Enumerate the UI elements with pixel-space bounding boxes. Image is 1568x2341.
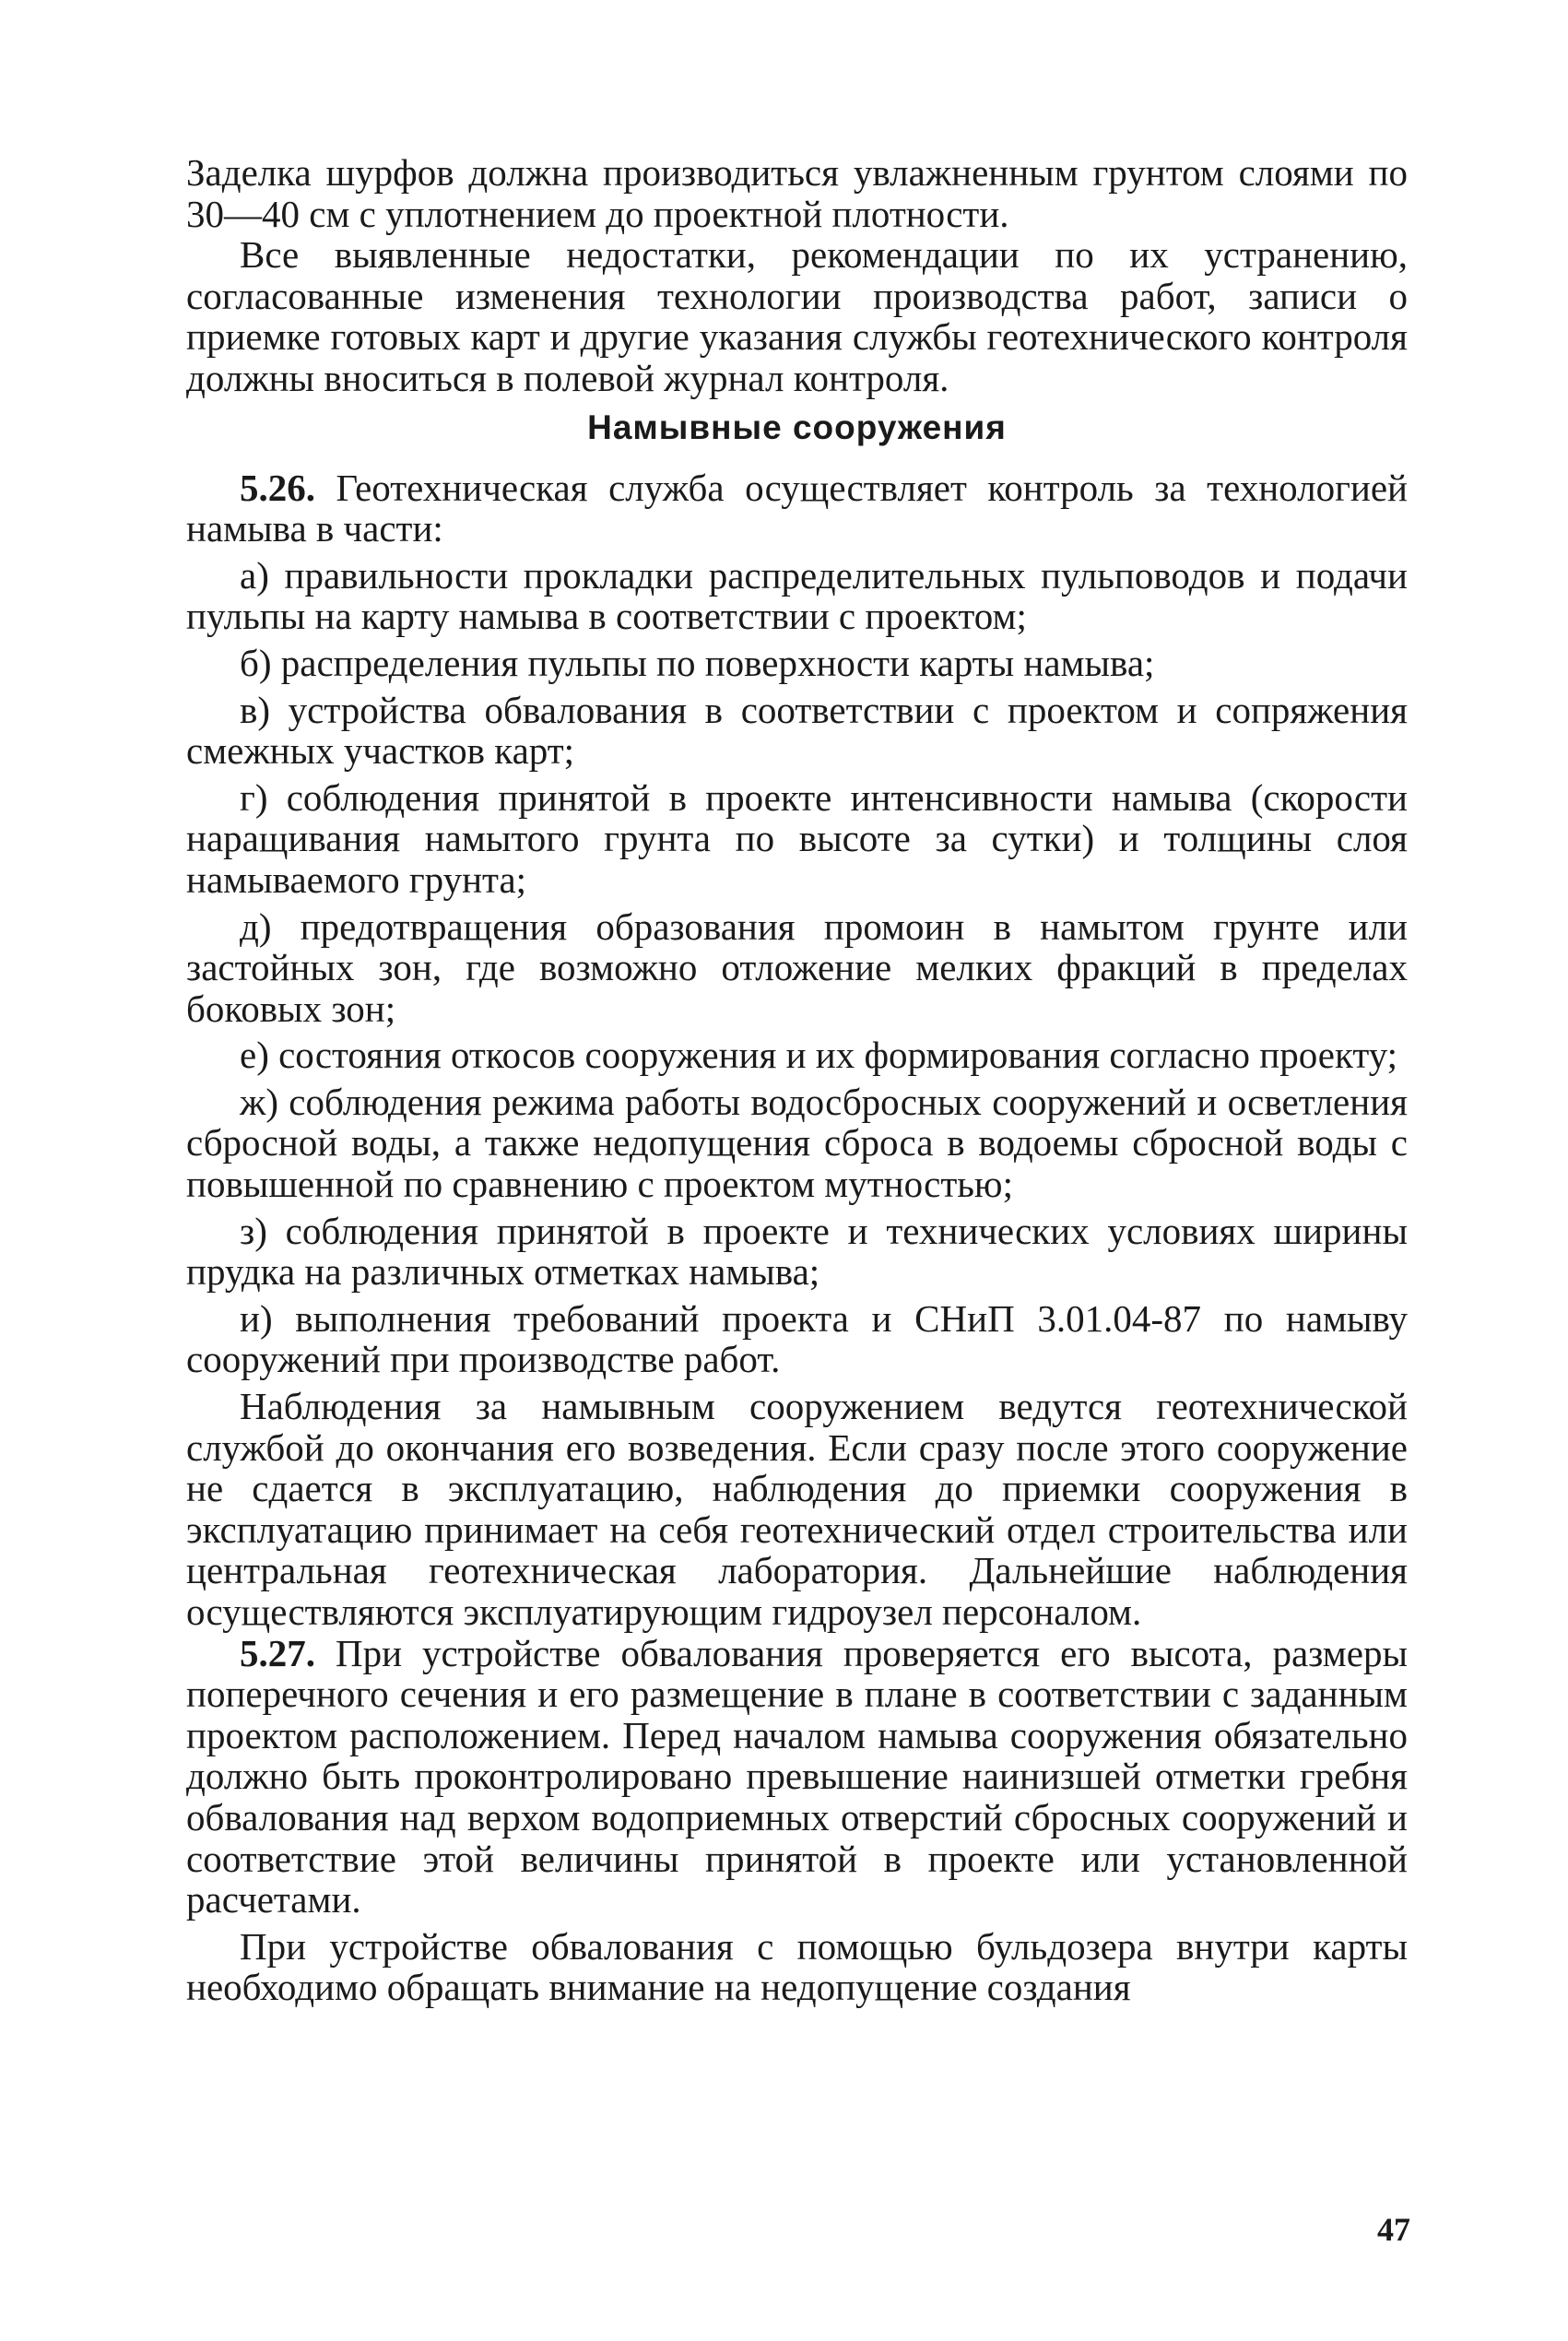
- list-item-z: з) соблюдения принятой в проекте и технических условиях ширины прудка на различных отметках намыва;: [186, 1209, 1408, 1294]
- list-item-e: е) состояния откосов сооружения и их формирования согласно проекту;: [240, 1034, 1398, 1077]
- clause-text-5-27: При устройстве обвалования проверяется его высота, размеры поперечного сечения и его размещение в плане в соответствии с заданным проектом расположением. Перед началом намыва сооружения обязательно должно быть проконтролировано превышение наинизшей отметки гребня обвалования над верхом водоприемных отверстий сбросных сооружений и соответствие этой величины принятой в проекте или установленной расчетами.: [186, 1631, 1408, 1921]
- clause-5-27: [186, 1633, 1408, 1921]
- list-item-a: а) правильности прокладки распределительных пульповодов и подачи пульпы на карту намыва в соответствии с проектом;: [186, 553, 1408, 638]
- paragraph-observations: Наблюдения за намывным сооружением ведутся геотехнической службой до окончания его возведения. Если сразу после этого сооружение не сдается в эксплуатацию, наблюдения до приемки сооружения в эксплуатацию принимает на себя геотехнический отдел строительства или центральная геотехническая лаборатория. Дальнейшие наблюдения осуществляются эксплуатирующим гидроузел персоналом.: [186, 1385, 1408, 1633]
- list-item-i: и) выполнения требований проекта и СНиП 3.01.04-87 по намыву сооружений при производстве работ.: [186, 1296, 1408, 1381]
- list-item-zh: ж) соблюдения режима работы водосбросных сооружений и осветления сбросной воды, а также недопущения сброса в водоемы сбросной воды с повышенной по сравнению с проектом мутностью;: [186, 1080, 1408, 1206]
- page-number: 47: [1377, 2211, 1410, 2248]
- section-heading: Намывные сооружения: [587, 408, 1007, 446]
- list-item-d: д) предотвращения образования промоин в намытом грунте или застойных зон, где возможно отложение мелких фракций в пределах боковых зон;: [186, 904, 1408, 1030]
- list-item-g: г) соблюдения принятой в проекте интенсивности намыва (скорости наращивания намытого грунта по высоте за сутки) и толщины слоя намываемого грунта;: [186, 775, 1408, 901]
- paragraph-deficiencies: Все выявленные недостатки, рекомендации по их устранению, согласованные изменения технологии производства работ, записи о приемке готовых карт и другие указания службы геотехнического контроля должны вноситься в полевой журнал контроля.: [186, 233, 1408, 399]
- list-item-v: в) устройства обвалования в соответствии с проектом и сопряжения смежных участков карт;: [186, 688, 1408, 773]
- clause-number-5-26: 5.26.: [240, 466, 315, 509]
- clause-5-26: [186, 467, 1408, 550]
- page-body: [186, 152, 1408, 2008]
- paragraph-bulldozer: При устройстве обвалования с помощью бульдозера внутри карты необходимо обращать внимание на недопущение создания: [186, 1924, 1408, 2009]
- list-item-b: б) распределения пульпы по поверхности карты намыва;: [240, 641, 1155, 684]
- clause-text-5-26: Геотехническая служба осуществляет контроль за технологией намыва в части:: [186, 466, 1408, 550]
- clause-number-5-27: 5.27.: [240, 1631, 315, 1674]
- paragraph-backfill: Заделка шурфов должна производиться увлажненным грунтом слоями по 30—40 см с уплотнением до проектной плотности.: [186, 151, 1408, 235]
